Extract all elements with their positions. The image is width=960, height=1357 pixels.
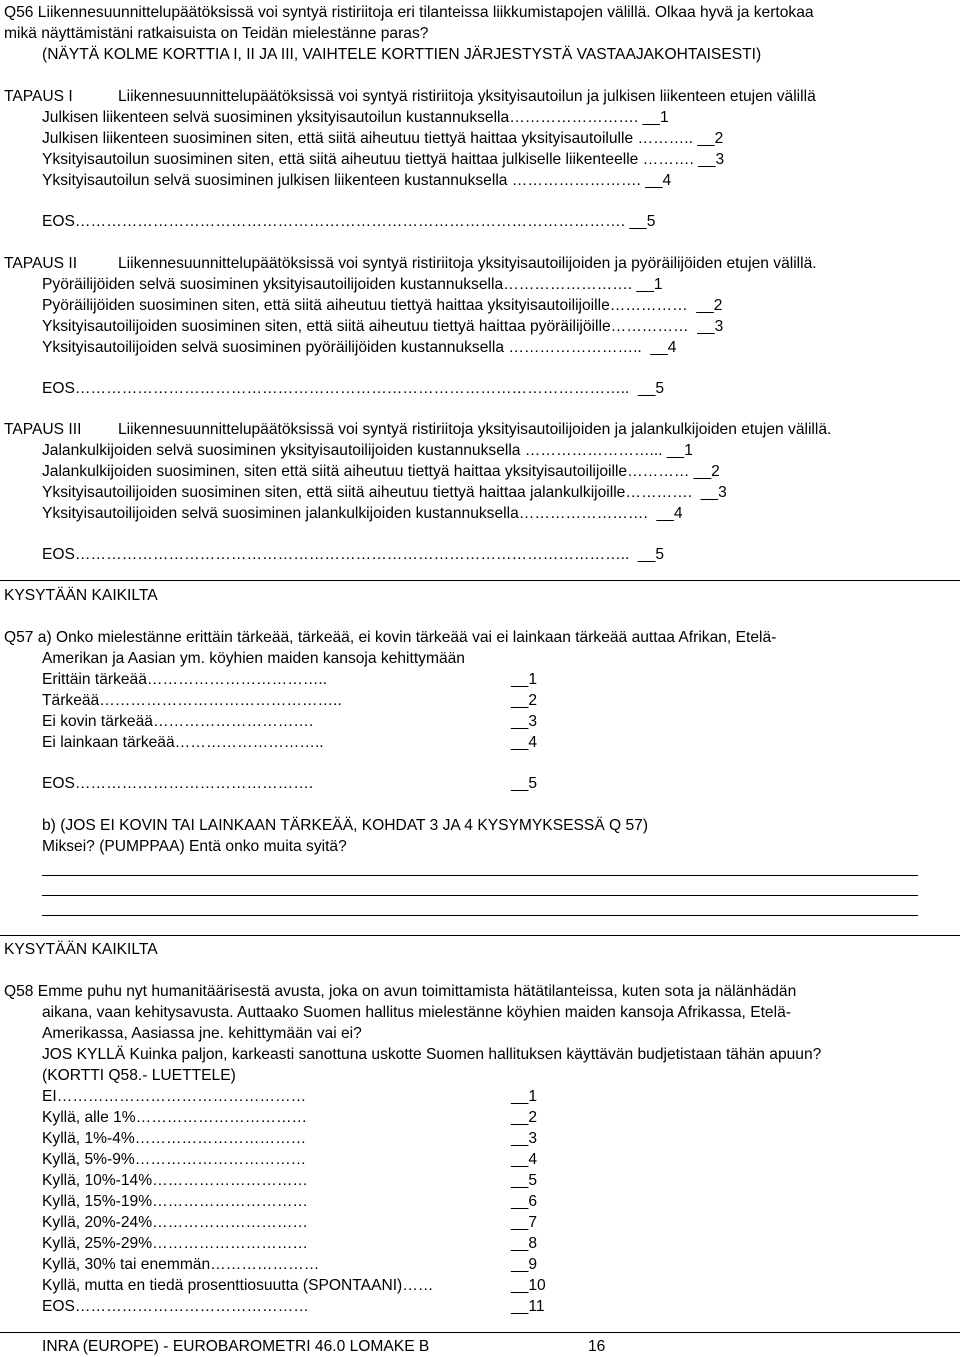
q57-option-3: Ei kovin tärkeää………………………….	[42, 713, 314, 730]
q58-option-1: EI…………………………………………	[42, 1088, 307, 1105]
answer-line[interactable]	[42, 875, 918, 876]
case-1-label: TAPAUS I	[4, 88, 73, 105]
q58-option-6: Kyllä, 15%-19%…………………………	[42, 1193, 309, 1210]
q57b-instruction: b) (JOS EI KOVIN TAI LAINKAAN TÄRKEÄÄ, KOHDAT 3 JA 4 KYSYMYKSESSÄ Q 57)	[42, 817, 649, 834]
q58-question-line2: aikana, vaan kehitysavusta. Auttaako Suomen hallitus mielestänne köyhien maiden kansoja Afrikassa, Etelä-	[42, 1004, 791, 1021]
q58-option-7: Kyllä, 20%-24%…………………………	[42, 1214, 309, 1231]
q57b-question: Miksei? (PUMPPAA) Entä onko muita syitä?	[42, 838, 347, 855]
q56-question-line1: Q56 Liikennesuunnittelupäätöksissä voi syntyä ristiriitoja eri tilanteissa liikkumistapojen välillä. Olkaa hyvä ja kertokaa	[4, 4, 814, 21]
case-2-option-3: Yksityisautoilijoiden suosiminen siten, että siitä aiheutuu tiettyä haittaa pyöräilijöille…………… __3	[42, 318, 724, 335]
q58-option-5: Kyllä, 10%-14%…………………………	[42, 1172, 309, 1189]
q57-option-eos: EOS……………………………………….	[42, 775, 314, 792]
case-3-option-2: Jalankulkijoiden suosiminen, siten että siitä aiheutuu tiettyä haittaa yksityisautoilijoille………… __2	[42, 463, 720, 480]
q57-question-line1: Q57 a) Onko mielestänne erittäin tärkeää, tärkeää, ei kovin tärkeää vai ei lainkaan tärkeää auttaa Afrikan, Etelä-	[4, 629, 777, 646]
case-3-label: TAPAUS III	[4, 421, 82, 438]
q58-option-9-code: __9	[511, 1256, 538, 1273]
case-3-option-1: Jalankulkijoiden selvä suosiminen yksityisautoilijoiden kustannuksella ……………………... __1	[42, 442, 693, 459]
q58-option-3: Kyllä, 1%-4%……………………………	[42, 1130, 307, 1147]
case-1-option-eos: EOS……………………………………………………………………………………………. __5	[42, 213, 656, 230]
q58-option-5-code: __5	[511, 1172, 538, 1189]
q58-option-7-code: __7	[511, 1214, 538, 1231]
q58-question-line3: Amerikassa, Aasiassa jne. kehittymään vai ei?	[42, 1025, 362, 1042]
case-1-option-2: Julkisen liikenteen suosiminen siten, että siitä aiheutuu tiettyä haittaa yksityisautoilulle ……….. __2	[42, 130, 724, 147]
q57-option-4-code: __4	[511, 734, 538, 751]
q57-ask-all: KYSYTÄÄN KAIKILTA	[4, 587, 158, 604]
case-2-title: Liikennesuunnittelupäätöksissä voi syntyä ristiriitoja yksityisautoilijoiden ja pyöräilijöiden etujen välillä.	[118, 255, 817, 272]
q58-card-instruction: (KORTTI Q58.- LUETTELE)	[42, 1067, 236, 1084]
section-divider	[0, 935, 960, 936]
case-2-option-1: Pyöräilijöiden selvä suosiminen yksityisautoilijoiden kustannuksella……………………. __1	[42, 276, 663, 293]
q56-question-line2: mikä näyttämistäni ratkaisuista on Teidän mielestänne paras?	[4, 25, 429, 42]
case-1-option-4: Yksityisautoilun selvä suosiminen julkisen liikenteen kustannuksella ……………………. __4	[42, 172, 672, 189]
q58-option-1-code: __1	[511, 1088, 538, 1105]
q58-option-10: Kyllä, mutta en tiedä prosenttiosuutta (SPONTAANI)……	[42, 1277, 434, 1294]
q57-option-1-code: __1	[511, 671, 538, 688]
q58-option-4-code: __4	[511, 1151, 538, 1168]
case-1-option-3: Yksityisautoilun suosiminen siten, että siitä aiheutuu tiettyä haittaa julkiselle liikenteelle ………. __3	[42, 151, 725, 168]
q58-option-eos: EOS………………………………………	[42, 1298, 309, 1315]
q58-option-8: Kyllä, 25%-29%…………………………	[42, 1235, 309, 1252]
case-3-option-3: Yksityisautoilijoiden suosiminen siten, että siitä aiheutuu tiettyä haittaa jalankulkijoille…………. __3	[42, 484, 727, 501]
answer-line[interactable]	[42, 915, 918, 916]
q57-option-4: Ei lainkaan tärkeää………………………..	[42, 734, 324, 751]
q58-option-10-code: __10	[511, 1277, 546, 1294]
q58-option-4: Kyllä, 5%-9%……………………………	[42, 1151, 307, 1168]
q58-option-2: Kyllä, alle 1%……………………………	[42, 1109, 308, 1126]
q57-option-3-code: __3	[511, 713, 538, 730]
footer-divider	[0, 1332, 960, 1333]
q58-option-9: Kyllä, 30% tai enemmän…………………	[42, 1256, 320, 1273]
q58-option-8-code: __8	[511, 1235, 538, 1252]
answer-line[interactable]	[42, 895, 918, 896]
q58-followup: JOS KYLLÄ Kuinka paljon, karkeasti sanottuna uskotte Suomen hallituksen käyttävän budjetistaan tähän apuun?	[42, 1046, 822, 1063]
q57-option-2-code: __2	[511, 692, 538, 709]
q58-ask-all: KYSYTÄÄN KAIKILTA	[4, 941, 158, 958]
case-2-label: TAPAUS II	[4, 255, 78, 272]
case-3-option-4: Yksityisautoilijoiden selvä suosiminen jalankulkijoiden kustannuksella……………………. __4	[42, 505, 683, 522]
case-2-option-eos: EOS…………………………………………………………………………………………….. __5	[42, 380, 665, 397]
q57-option-eos-code: __5	[511, 775, 538, 792]
q57-option-1: Erittäin tärkeää……………………………..	[42, 671, 328, 688]
q58-option-eos-code: __11	[511, 1298, 545, 1315]
case-1-option-1: Julkisen liikenteen selvä suosiminen yksityisautoilun kustannuksella……………………. __1	[42, 109, 669, 126]
case-3-title: Liikennesuunnittelupäätöksissä voi syntyä ristiriitoja yksityisautoilijoiden ja jalankulkijoiden etujen välillä.	[118, 421, 832, 438]
q57-option-2: Tärkeää………………………………………..	[42, 692, 342, 709]
case-2-option-4: Yksityisautoilijoiden selvä suosiminen pyöräilijöiden kustannuksella …………………….. __4	[42, 339, 677, 356]
q56-instruction: (NÄYTÄ KOLME KORTTIA I, II JA III, VAIHTELE KORTTIEN JÄRJESTYSTÄ VASTAAJAKOHTAISESTI)	[42, 46, 762, 63]
q58-option-2-code: __2	[511, 1109, 538, 1126]
footer-survey-title: INRA (EUROPE) - EUROBAROMETRI 46.0 LOMAKE B	[42, 1338, 430, 1355]
q58-option-3-code: __3	[511, 1130, 538, 1147]
section-divider	[0, 580, 960, 581]
q58-question-line1: Q58 Emme puhu nyt humanitäärisestä avusta, joka on avun toimittamista hätätilanteissa, kuten sota ja nälänhädän	[4, 983, 797, 1000]
case-3-option-eos: EOS…………………………………………………………………………………………….. __5	[42, 546, 665, 563]
case-1-title: Liikennesuunnittelupäätöksissä voi syntyä ristiriitoja yksityisautoilun ja julkisen liikenteen etujen välillä	[118, 88, 816, 105]
page-number: 16	[588, 1338, 606, 1355]
q57-question-line2: Amerikan ja Aasian ym. köyhien maiden kansoja kehittymään	[42, 650, 465, 667]
q58-option-6-code: __6	[511, 1193, 538, 1210]
case-2-option-2: Pyöräilijöiden suosiminen siten, että siitä aiheutuu tiettyä haittaa yksityisautoilijoille…………… __2	[42, 297, 723, 314]
